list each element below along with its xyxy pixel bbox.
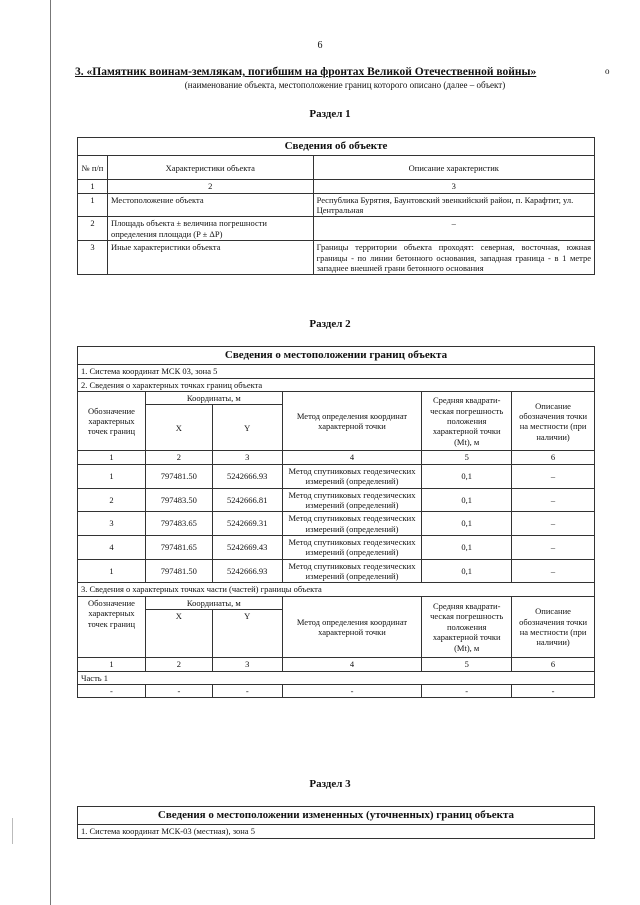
point-desc: – — [512, 559, 595, 583]
coord-y: 5242666.81 — [212, 488, 282, 512]
dash-cell: - — [512, 684, 595, 697]
object-info-table — [77, 137, 595, 275]
object-subtitle: (наименование объекта, местоположение границ которого описано (далее – объект) — [184, 80, 506, 90]
point-label: 1 — [78, 464, 146, 488]
point-desc: – — [512, 464, 595, 488]
col-number: 3 — [313, 180, 594, 193]
col-number: 1 — [78, 451, 146, 464]
error: 0,1 — [422, 559, 512, 583]
header-description: Описание характеристик — [313, 156, 594, 180]
col-number: 5 — [422, 658, 512, 671]
row-num: 2 — [78, 217, 108, 241]
header-coords: Координаты, м — [145, 392, 282, 405]
point-desc: – — [512, 512, 595, 536]
error: 0,1 — [422, 488, 512, 512]
point-desc: – — [512, 536, 595, 560]
table-row — [78, 536, 595, 560]
header-desc: Описание обозначения точки на местности (при наличии) — [512, 596, 595, 657]
coord-x: 797481.50 — [145, 559, 212, 583]
dash-cell: - — [78, 684, 146, 697]
dash-cell: - — [145, 684, 212, 697]
table-caption: Сведения об объекте — [78, 138, 595, 156]
row-description: Республика Бурятия, Баунтовский эвенкийский район, п. Карафтит, ул. Центральная — [313, 193, 594, 217]
col-number: 1 — [78, 658, 146, 671]
table-row — [78, 464, 595, 488]
col-number: 1 — [78, 180, 108, 193]
point-label: 3 — [78, 512, 146, 536]
header-num: № п/п — [78, 156, 108, 180]
col-number: 2 — [145, 451, 212, 464]
points-subheading: 2. Сведения о характерных точках границ объекта — [78, 378, 595, 391]
heading-mark: o — [605, 66, 610, 76]
header-x: X — [145, 405, 212, 451]
col-number: 3 — [212, 658, 282, 671]
header-point: Обозначение характерных точек границ — [78, 596, 146, 657]
coord-x: 797483.65 — [145, 512, 212, 536]
col-number: 2 — [107, 180, 313, 193]
error: 0,1 — [422, 464, 512, 488]
col-number: 3 — [212, 451, 282, 464]
header-desc: Описание обозначения точки на местности (при наличии) — [512, 392, 595, 451]
method: Метод спутниковых геодезических измерений (определений) — [282, 464, 422, 488]
header-method: Метод определения координат характерной точки — [282, 392, 422, 451]
col-number: 2 — [145, 658, 212, 671]
row-description: – — [313, 217, 594, 241]
coord-system: 1. Система координат МСК 03, зона 5 — [78, 365, 595, 378]
header-y: Y — [212, 405, 282, 451]
part-label: Часть 1 — [78, 671, 595, 684]
col-number: 4 — [282, 658, 422, 671]
row-characteristic: Местоположение объекта — [107, 193, 313, 217]
col-number: 6 — [512, 658, 595, 671]
table-row — [78, 241, 595, 275]
method: Метод спутниковых геодезических измерений (определений) — [282, 512, 422, 536]
coord-x: 797483.50 — [145, 488, 212, 512]
section2-title: Раздел 2 — [309, 318, 351, 330]
table-caption: Сведения о местоположении границ объекта — [78, 347, 595, 365]
table-caption: Сведения о местоположении измененных (уточненных) границ объекта — [78, 807, 595, 825]
row-num: 1 — [78, 193, 108, 217]
part-points-subheading: 3. Сведения о характерных точках части (частей) границы объекта — [78, 583, 595, 596]
header-coords: Координаты, м — [145, 596, 282, 609]
col-number: 4 — [282, 451, 422, 464]
point-label: 4 — [78, 536, 146, 560]
row-description: Границы территории объекта проходят: северная, восточная, южная границы - по линии бетонного основания, западная граница - в 1 метре западнее внешней грани бетонного основания — [313, 241, 594, 275]
table-row — [78, 217, 595, 241]
header-characteristic: Характеристики объекта — [107, 156, 313, 180]
row-characteristic: Площадь объекта ± величина погрешности определения площади (P ± ΔP) — [107, 217, 313, 241]
header-x: X — [145, 610, 212, 658]
coord-y: 5242666.93 — [212, 559, 282, 583]
dash-cell: - — [212, 684, 282, 697]
point-label: 2 — [78, 488, 146, 512]
coord-y: 5242669.31 — [212, 512, 282, 536]
header-y: Y — [212, 610, 282, 658]
margin-mark — [12, 818, 13, 844]
error: 0,1 — [422, 536, 512, 560]
point-label: 1 — [78, 559, 146, 583]
point-desc: – — [512, 488, 595, 512]
coord-y: 5242666.93 — [212, 464, 282, 488]
dash-cell: - — [422, 684, 512, 697]
table-row — [78, 512, 595, 536]
error: 0,1 — [422, 512, 512, 536]
method: Метод спутниковых геодезических измерений (определений) — [282, 559, 422, 583]
section1-title: Раздел 1 — [309, 108, 351, 120]
table-row — [78, 193, 595, 217]
row-num: 3 — [78, 241, 108, 275]
coord-y: 5242669.43 — [212, 536, 282, 560]
section3-title: Раздел 3 — [309, 778, 351, 790]
method: Метод спутниковых геодезических измерений (определений) — [282, 536, 422, 560]
changed-boundary-table — [77, 806, 595, 839]
table-row — [78, 684, 595, 697]
row-characteristic: Иные характеристики объекта — [107, 241, 313, 275]
header-error: Средняя квадрати-ческая погрешность положения характерной точки (Mt), м — [422, 392, 512, 451]
table-row — [78, 559, 595, 583]
coord-x: 797481.50 — [145, 464, 212, 488]
coord-system: 1. Система координат МСК-03 (местная), зона 5 — [78, 825, 595, 838]
object-heading: 3. «Памятник воинам-землякам, погибшим на фронтах Великой Отечественной войны» — [75, 66, 537, 78]
margin-line — [50, 0, 51, 905]
boundary-table — [77, 346, 595, 698]
col-number: 5 — [422, 451, 512, 464]
dash-cell: - — [282, 684, 422, 697]
page-number: 6 — [317, 40, 323, 51]
coord-x: 797481.65 — [145, 536, 212, 560]
header-method: Метод определения координат характерной точки — [282, 596, 422, 657]
col-number: 6 — [512, 451, 595, 464]
table-row — [78, 488, 595, 512]
header-point: Обозначение характерных точек границ — [78, 392, 146, 451]
header-error: Средняя квадрати-ческая погрешность положения характерной точки (Mt), м — [422, 596, 512, 657]
method: Метод спутниковых геодезических измерений (определений) — [282, 488, 422, 512]
